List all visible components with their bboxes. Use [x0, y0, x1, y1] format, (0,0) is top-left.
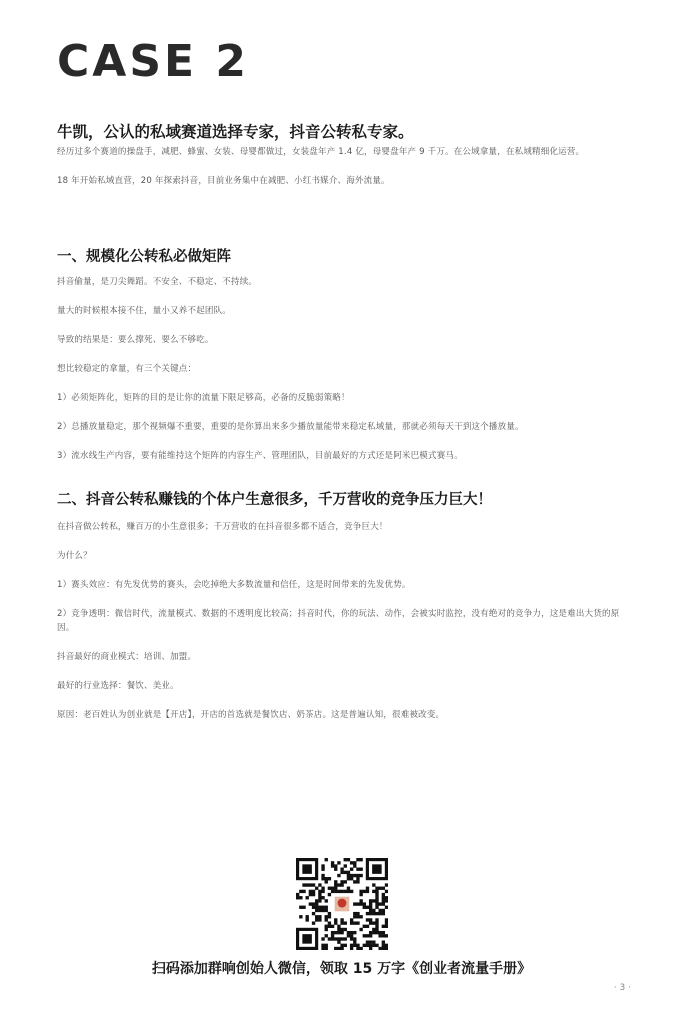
section2-paragraph: 抖音最好的商业模式：培训、加盟。 — [57, 652, 197, 662]
section1-paragraph: 想比较稳定的拿量，有三个关键点： — [57, 364, 197, 374]
section1-paragraph: 2）总播放量稳定，那个视频爆不重要，重要的是你算出来多少播放量能带来稳定私域量，那就必须每天干到这个播放量。 — [57, 422, 524, 432]
intro-block — [57, 145, 627, 203]
case-title: CASE 2 — [57, 36, 250, 87]
section2-paragraph: 最好的行业选择：餐饮、美业。 — [57, 681, 179, 691]
footer-cta: 扫码添加群响创始人微信，领取 15 万字《创业者流量手册》 — [151, 961, 532, 977]
section1-paragraph: 3）流水线生产内容，要有能维持这个矩阵的内容生产、管理团队，目前最好的方式还是阿米巴模式赛马。 — [57, 451, 463, 461]
section1-body — [57, 275, 632, 478]
wechat-qr-code[interactable] — [296, 858, 388, 950]
profile-headline: 牛凯，公认的私域赛道选择专家，抖音公转私专家。 — [57, 123, 414, 141]
section1-paragraph: 1）必须矩阵化，矩阵的目的是让你的流量下限足够高，必备的反脆弱策略！ — [57, 393, 350, 403]
section2-paragraph: 2）竞争透明：微信时代，流量模式、数据的不透明度比较高；抖音时代，你的玩法、动作，会被实时监控，没有绝对的竞争力，这是难出大货的原因。 — [57, 609, 620, 633]
section2-paragraph: 1）赛头效应：有先发优势的赛头，会吃掉绝大多数流量和信任，这是时间带来的先发优势。 — [57, 580, 411, 590]
section1-paragraph: 抖音偷量，是刀尖舞蹈。不安全、不稳定、不持续。 — [57, 277, 258, 287]
page-number: · 3 · — [613, 983, 631, 993]
qr-code-graphic — [296, 858, 388, 950]
section1-paragraph: 导致的结果是：要么撑死、要么不够吃。 — [57, 335, 214, 345]
section1-heading: 一、规模化公转私必做矩阵 — [57, 249, 231, 265]
intro-paragraph: 18 年开始私域直营，20 年探索抖音，目前业务集中在减肥、小红书媒介、海外流量。 — [57, 176, 390, 186]
section1-paragraph: 量大的时候根本接不住，量小又养不起团队。 — [57, 306, 232, 316]
intro-paragraph: 经历过多个赛道的操盘手，减肥、蜂蜜、女装、母婴都做过，女装盘年产 1.4 亿，母婴盘年产 9 千万。在公域拿量，在私域精细化运营。 — [57, 147, 585, 157]
section2-heading: 二、抖音公转私赚钱的个体户生意很多，千万营收的竞争压力巨大！ — [57, 492, 492, 508]
section2-paragraph: 为什么？ — [57, 551, 92, 561]
section2-body — [57, 520, 632, 737]
section2-paragraph: 原因：老百姓认为创业就是【开店】，开店的首选就是餐饮店、奶茶店。这是普遍认知，很难被改变。 — [57, 710, 445, 720]
section2-paragraph: 在抖音做公转私，赚百万的小生意很多；千万营收的在抖音很多都不适合，竞争巨大！ — [57, 522, 388, 532]
